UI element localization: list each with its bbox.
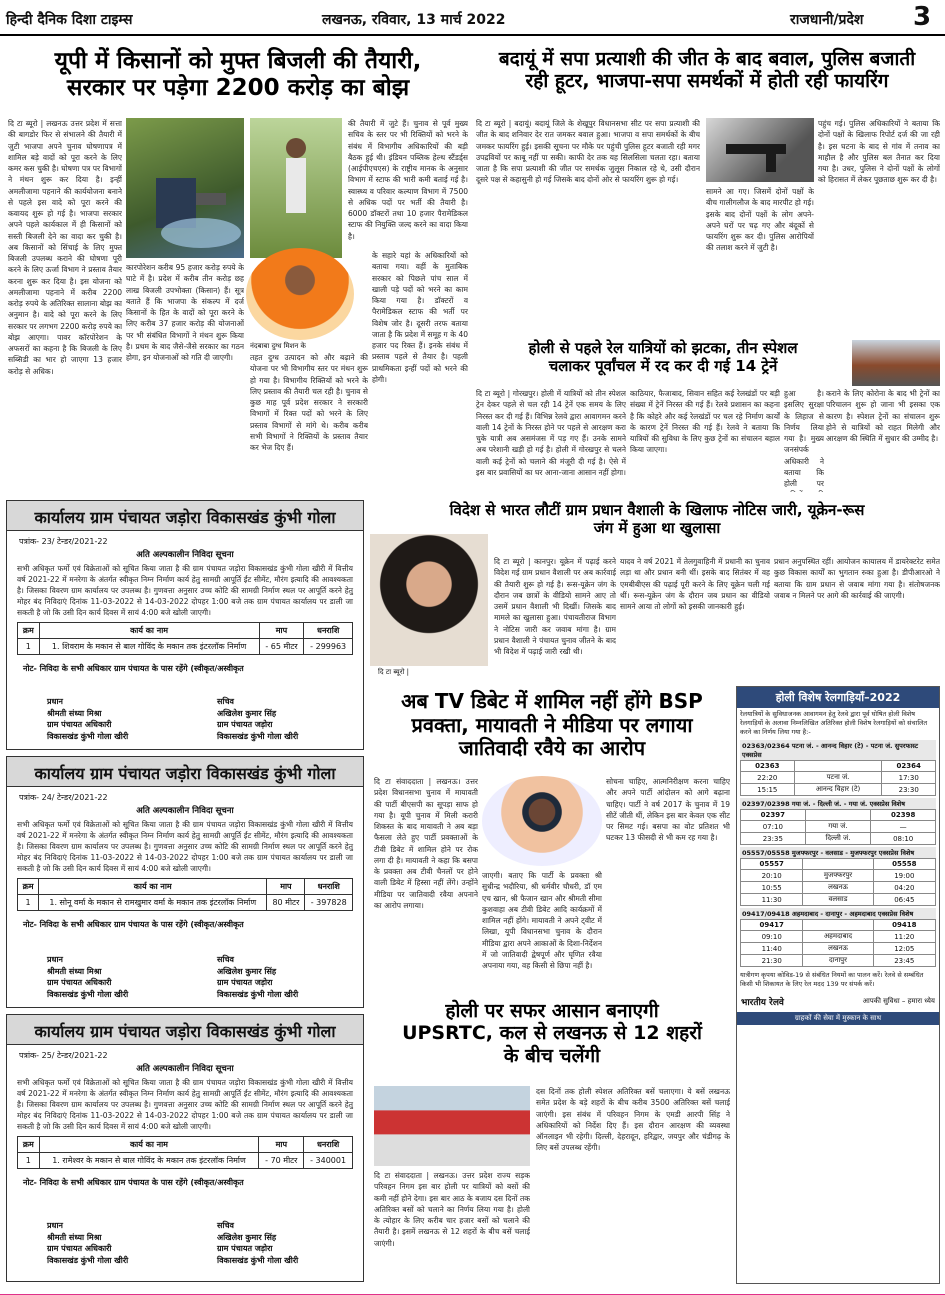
rail-header-row: [741, 761, 936, 772]
rail-ad-intro: रेलयात्रियों के सुविधाजनक आवागमन हेतु रेलवे द्वारा पूर्व घोषित होली विशेष रेलगाड़ियों के अलावा निम्नलिखित अतिरिक्त होली विशेष रेलगाड़ियों को संचालित करने का निर्णय लिया गया है:-: [740, 710, 928, 736]
rail-cell: दिल्ली जं.: [805, 833, 871, 845]
rail-row: [741, 784, 936, 796]
signature-left: [47, 1220, 128, 1266]
col-header: क्रम: [18, 1137, 40, 1153]
rail-header-cell: 02363: [741, 761, 795, 772]
rail-train-block: [740, 798, 936, 845]
story6-headline-line1: होली पर सफर आसान बनाएगी: [445, 1000, 659, 1022]
rail-train-name: 02397/02398 गया जं. - दिल्ली जं. - गया जं. एक्सप्रेस विशेष: [740, 798, 936, 809]
rail-cell: अहमदाबाद: [803, 931, 873, 943]
page-number: 3: [913, 2, 932, 32]
story5-headline: [374, 690, 730, 761]
story2-body-col3: सामने आ गए। जिसमें दोनों पक्षों के बीच गालीगलौज के बाद मारपीट हो गई। इसके बाद दोनों पक्षों के लोग अपने-अपने घरों पर चढ़ गए और बंदूकों से फायरिंग शुरू कर दी। पुलिस आरोपियों की तलाश करने में जुटी है।: [706, 187, 814, 253]
table-cell: 1. शिवराम के मकान से बाल गोविंद के मकान तक इंटरलॉक निर्माण: [39, 639, 259, 655]
sig-line: विकासखंड कुंभी गोला खीरी: [47, 989, 129, 999]
story4-body: दि टा ब्यूरो | कानपुर। यूक्रेन में पढ़ाई करने विदेश गई ग्राम प्रधान वैशाली पर अब कार्रवाई की तैयारी शुरू हो गई है। रूस-यूक्रेन जंग के दौरान जब छात्रों के वीडियो सामने आए तो उसमें प्रधान वैशाली भी दिखीं। जिसके बाद मामले का खुलासा हुआ। पंचायतीराज विभाग ने नोटिस जारी कर जवाब मांगा है। ग्राम प्रधान वैशाली ने पंचायत चुनाव जीतने के बाद भी विदेश में पढ़ाई जारी रखी थी।: [494, 557, 616, 656]
story3-body-col2: काठियार, फैजाबाद, सिवान सहित कई रेलखंडों पर बड़ी संख्या में ट्रेनें निरस्त की गई हैं। रेलवे प्रशासन का कहना है कि कोहरे और कई रेलखंडों पर चल रहे निर्माण कार्यों के कारण ट्रेनें निरस्त की गई हैं। रेलवे ने बताया कि यात्रियों की सुविधा के लिए कुछ ट्रेनों का संचालन बहाल किया जाएगा।: [630, 389, 780, 455]
rail-logo: भारतीय रेलवे: [741, 997, 784, 1008]
story5-body-col3: सोचना चाहिए, आत्मनिरीक्षण करना चाहिए और अपने पार्टी आंदोलन को आगे बढ़ाना चाहिए। पार्टी ने वर्ष 2017 के चुनाव में 19 सीटें जीती थीं, लेकिन इस बार केवल एक सीट पर सिमट गई। बसपा का वोट प्रतिशत भी घटकर 13 फीसदी से भी कम रह गया है।: [606, 777, 730, 843]
rail-header-cell: 05558: [873, 859, 935, 870]
dateline: लखनऊ, रविवार, 13 मार्च 2022: [322, 12, 506, 28]
rail-timetable: [740, 760, 936, 796]
col-header: माप: [267, 879, 305, 895]
paper-name: हिन्दी दैनिक दिशा टाइम्स: [6, 12, 133, 28]
railway-ad: [736, 686, 940, 1284]
col-header: धनराशि: [305, 879, 353, 895]
notice-subtitle: अति अल्पकालीन निविदा सूचना: [136, 550, 234, 560]
sig-line: सचिव: [217, 955, 235, 964]
table-cell: 1: [18, 1153, 40, 1169]
story4-body-col3: प्रधान अनुपस्थित रहीं। आयोजन कायालय में डायरेक्टरेट समेत कुछ विकास कार्यों का भुगतान रुका हुआ है। डीपीआरओ ने बताया कि ग्राम प्रधान से जवाब मांगा गया है। संतोषजनक जवाब न मिलने पर आगे की कार्रवाई की जाएगी।: [774, 557, 940, 600]
table-cell: - 299963: [304, 639, 353, 655]
story5-headline-line3: जातिवादी रवैये का आरोप: [458, 736, 646, 761]
col-header: माप: [259, 623, 304, 639]
rail-header-cell: [803, 859, 873, 870]
sig-line: ग्राम पंचायत जड़ोरा: [217, 978, 273, 988]
table-cell: 1. सोनू वर्मा के मकान से रामखुमार वर्मा के मकान तक इंटरलॉक निर्माण: [39, 895, 267, 911]
rail-header-row: [741, 920, 936, 931]
rail-header-cell: 02397: [741, 810, 806, 821]
rail-cell: लखनऊ: [803, 943, 873, 955]
story2-body: दि टा ब्यूरो | बदायूं। बदायूं जिले के शेखूपुर विधानसभा सीट पर सपा प्रत्याशी की जीत के बाद शनिवार देर रात जमकर बवाल हुआ। भाजपा व सपा समर्थकों के बीच जमकर फायरिंग हुई। इसकी सूचना पर मौके पर पहुंची पुलिस हूटर बजाती रही मगर उपद्रवियों पर काबू नहीं पा सकी। काफी देर तक यह सिलसिला चलता रहा। बताया जाता है कि सपा प्रत्याशी की जीत पर समर्थक जुलूस निकाल रहे थे, उसी दौरान दूसरे पक्ष से कहासुनी हो गई जिसके बाद दोनों ओर से फायरिंग शुरू हो गई।: [476, 119, 700, 185]
notice-table: [17, 622, 353, 655]
signature-left: [47, 696, 128, 742]
signature-right: [217, 954, 298, 1000]
story6-body: दि टा संवाददाता | लखनऊ। उत्तर प्रदेश राज्य सड़क परिवहन निगम इस बार होली पर यात्रियों को बसों की कमी नहीं होने देगा। इस बार आठ के बजाय दस दिनों तक अतिरिक्त बसों को चलाने का निर्णय लिया गया है। होली के त्योहार के लिए करीब चार हजार बसों को चलाने की तैयारी है। इसमें लखनऊ से 12 शहरों के बीच बसें चलाई जाएंगी।: [374, 1171, 530, 1248]
story1-body-col3: की तैयारी में जुटे हैं। चुनाव से पूर्व मुख्य सचिव के स्तर पर भी रिक्तियों को भरने के संबंध में विभागीय अधिकारियों की बड़ी बैठक हुई थी। इंडियन पब्लिक हेल्थ स्टैंडर्ड्स (आईपीएचएस) के राष्ट्रीय मानक के अनुसार विभाग में स्टाफ की भारी कमी बताई गई है। स्वास्थ्य व परिवार कल्याण विभाग में 7500 से अधिक पदों पर भर्ती की तैयारी है। 6000 डॉक्टरों तथा 10 हजार पैरामेडिकल स्टाफ की नियुक्ति जल्द करने का वादा किया है।: [348, 119, 468, 241]
notice-body: सभी अधिकृत फर्मो एवं विक्रेताओं को सूचित किया जाता है की ग्राम पंचायत जड़ोरा विकासखंड कुंभी गोला खीरी में वित्तीय वर्ष 2021-22 में मनरेगा के अंतर्गत स्वीकृत निम्न निर्माण कार्य हेतु सामग्री आपूर्ति ईंट सीमेंट, मौरंग इत्यादि की आवश्यकता है। जिसका विवरण ग्राम कार्यालय पर उपलब्ध है। गुणवत्ता अनुसार उच्च कोटि की सामग्री निर्माण स्थल पर आपूर्ति करने हेतु मोहर बंद निविदाएं दिनांक 11-03-2022 से 14-03-2022 दोपहर 1:00 बजे तक ग्राम पंचायत कार्यालय पर डाली जा सकती है जो कि उसी दिन कार्य दिवस में सायं 4:00 बजे खोली जाएगी।: [17, 820, 353, 873]
notice-title: कार्यालय ग्राम पंचायत जड़ोरा विकासखंड कुंभी गोला: [7, 1015, 363, 1045]
table-row: [18, 895, 353, 911]
story4-headline: [374, 502, 940, 537]
rail-cell: पटना जं.: [794, 772, 882, 784]
table-cell: - 340001: [304, 1153, 353, 1169]
rail-cell: 11:30: [741, 894, 803, 906]
table-cell: - 397828: [305, 895, 353, 911]
rail-cell: 08:10: [871, 833, 936, 845]
table-cell: 1: [18, 639, 40, 655]
table-row: [18, 639, 353, 655]
story3-headline-line1: होली से पहले रेल यात्रियों को झटका, तीन स्पेशल: [528, 339, 798, 357]
rail-ad-branding: [737, 991, 939, 1008]
tender-notice-1: [6, 500, 364, 750]
rail-cell: 07:10: [741, 821, 806, 833]
rail-row: [741, 772, 936, 784]
table-cell: 1. रामेश्वर के मकान से बाल गोविंद के मकान तक इंटरलॉक निर्माण: [39, 1153, 259, 1169]
rail-timetable: [740, 858, 936, 906]
rail-row: [741, 870, 936, 882]
story1-body-col3b: तहत दुग्ध उत्पादन को और बढ़ाने की योजना पर भी विभागीय स्तर पर मंथन शुरू हो गया है। विभागीय रिक्तियों को भरने के लिए प्रस्ताव की तैयारी चल रही है। चुनाव से कुछ माह पूर्व प्रदेश सरकार ने सरकारी विभागों में रिक्त पदों को भरने के लिए प्रस्ताव विभागों से मांगे थे। करीब करीब सभी विभागों ने रिक्तियों के प्रस्ताव तैयार कर भेज दिए हैं।: [250, 353, 368, 452]
water-pump-illustration: [126, 118, 244, 258]
sig-line: विकासखंड कुंभी गोला खीरी: [47, 1255, 129, 1265]
notice-patrank: पत्रांक- 23/ टेन्डर/2021-22: [19, 537, 108, 546]
rail-header-cell: 02398: [871, 810, 936, 821]
rail-cell: 23:45: [873, 955, 935, 967]
notice-table: [17, 1136, 353, 1169]
rail-cell: 12:05: [873, 943, 935, 955]
rail-row: [741, 943, 936, 955]
rail-cell: 23:35: [741, 833, 806, 845]
rail-row: [741, 894, 936, 906]
rail-cell: 17:30: [882, 772, 936, 784]
rail-header-row: [741, 859, 936, 870]
story4-photo-caption: दि टा ब्यूरो |: [378, 668, 409, 676]
story2-headline-line2: रही हूटर, भाजपा-सपा समर्थकों में होती रही फायरिंग: [525, 70, 889, 93]
story5-body-col2: जाएगी। बताए कि पार्टी के प्रवक्ता श्री सुधीन्द्र भदौरिया, श्री धर्मवीर चौधरी, डॉ एम एच खान, श्री फैजान खान और श्रीमती सीमा कुशवाहा अब टीवी डिबेट आदि कार्यक्रमों में शामिल नहीं होंगे। मायावती ने अपने ट्वीट में लिखा, यूपी विधानसभा चुनाव के दौरान मीडिया द्वारा अपने आकाओं के दिशा-निर्देशन में जो जातिवादी द्वेषपूर्ण और घृणित रवैया अपनाया गया, वह किसी से छिपा नहीं है।: [482, 871, 602, 970]
tender-notice-2: [6, 756, 364, 1008]
notice-table: [17, 878, 353, 911]
rail-timetable: [740, 919, 936, 967]
sig-line: ग्राम पंचायत जड़ोरा: [217, 720, 273, 730]
rail-train-name: 05557/05558 मुजफ्फरपुर - वलसाड - मुजफ्फरपुर एक्सप्रेस विशेष: [740, 847, 936, 858]
rail-cell: 20:10: [741, 870, 803, 882]
rail-ad-footer: यात्रीगण कृपया कोविड-19 से संबंधित नियमों का पालन करें। रेलवे से सम्बंधित किसी भी शिकायत के लिए रेल मदद 139 पर संपर्क करें।: [740, 971, 924, 989]
table-row: [18, 1153, 353, 1169]
masthead: [0, 0, 945, 36]
rail-cell: वलसाड: [803, 894, 873, 906]
story5-body: दि टा संवाददाता | लखनऊ। उत्तर प्रदेश विधानसभा चुनाव में मायावती की पार्टी बीएसपी का सूपड़ा साफ हो गया है। यूपी चुनाव में मिली करारी शिकस्त के बाद मायावती ने अब बड़ा फैसला लेते हुए पार्टी प्रवक्ताओं के टीवी डिबेट में शामिल होने पर रोक लगा दी है। मायावती ने कहा कि बसपा के प्रवक्ता अब टीवी चैनलों पर होने वाली डिबेट में हिस्सा नहीं लेंगे। उन्होंने मीडिया पर जातिवादी रवैया अपनाने का आरोप लगाया।: [374, 777, 478, 910]
rail-train-block: [740, 908, 936, 967]
table-cell: - 70 मीटर: [259, 1153, 304, 1169]
story5-headline-line1: अब TV डिबेट में शामिल नहीं होंगे BSP: [401, 689, 703, 713]
rail-header-cell: [805, 810, 871, 821]
rail-header-cell: [794, 761, 882, 772]
notice-note: नोट- निविदा के सभी अधिकार ग्राम पंचायत के पास रहेंगे (स्वीकृत/अस्वीकृत: [23, 920, 244, 930]
rail-train-name: 02363/02364 पटना जं. - आनन्द विहार (टे) - पटना जं. सुपरफास्ट एक्सप्रेस: [740, 740, 936, 760]
notice-patrank: पत्रांक- 25/ टेन्डर/2021-22: [19, 1051, 108, 1060]
story6-body-col2: दस दिनों तक होली स्पेशल अतिरिक्त बसें चलाएगा। ये बसें लखनऊ समेत प्रदेश के बड़े शहरों के बीच करीब 3500 अतिरिक्त बसें चलाई जाएंगी। इस संबंध में परिवहन निगम के एमडी आरपी सिंह ने अधिकारियों को निर्देश दिए हैं। इस दौरान आरक्षण की व्यवस्था ऑनलाइन भी रहेगी। दिल्ली, देहरादून, हरिद्वार, जयपुर और चंडीगढ़ के लिए बसें उपलब्ध रहेंगी।: [536, 1087, 730, 1153]
story6-headline: [374, 1000, 730, 1067]
rail-cell: 22:20: [741, 772, 795, 784]
col-header: धनराशि: [304, 623, 353, 639]
rail-cell: 15:15: [741, 784, 795, 796]
story4-headline-line1: विदेश से भारत लौटीं ग्राम प्रधान वैशाली के खिलाफ नोटिस जारी, यूक्रेन-रूस: [449, 501, 865, 519]
rail-train-name: 09417/09418 अहमदाबाद - दानापुर - अहमदाबाद एक्सप्रेस विशेष: [740, 908, 936, 919]
story3-body-col4: कराने के लिए कोरोना के बाद भी ट्रेनों का परिचालन शुरू हो जाना भी इसका एक कारण है। स्पेशल ट्रेनों का संचालन शुरू होने से यात्रियों को राहत मिलेगी और आरक्षण की स्थिति में सुधार की उम्मीद है।: [826, 389, 940, 443]
sig-line: श्रीमती संध्या मिश्रा: [47, 1232, 102, 1242]
rail-cell: 21:30: [741, 955, 803, 967]
story4-photo-vaishali: [370, 534, 488, 666]
notice-body: सभी अधिकृत फर्मो एवं विक्रेताओं को सूचित किया जाता है की ग्राम पंचायत जड़ोरा विकासखंड कुंभी गोला खीरी में वित्तीय वर्ष 2021-22 में मनरेगा के अंतर्गत स्वीकृत निम्न निर्माण कार्य हेतु सामग्री आपूर्ति ईंट सीमेंट, मौरंग इत्यादि की आवश्यकता है। जिसका विवरण ग्राम कार्यालय पर उपलब्ध है। गुणवत्ता अनुसार उच्च कोटि की सामग्री निर्माण स्थल पर आपूर्ति करने हेतु मोहर बंद निविदाएं दिनांक 11-03-2022 से 14-03-2022 दोपहर 1:00 बजे तक ग्राम पंचायत कार्यालय पर डाली जा सकती है जो कि उसी दिन कार्य दिवस में सायं 4:00 बजे खोली जाएगी।: [17, 1078, 353, 1131]
story6-headline-line3: के बीच चलेंगी: [503, 1044, 601, 1067]
rail-row: [741, 931, 936, 943]
story2-headline: [476, 48, 938, 93]
section-name: राजधानी/प्रदेश: [790, 12, 864, 28]
rail-cell: गया जं.: [805, 821, 871, 833]
story4-body-col2: यादव ने वर्ष 2021 में तेलगुवाहिनी में प्रधानी का चुनाव लड़ा था और प्रधान बनी थीं। इसके बाद सितंबर में वह एमबीबीएस की पढ़ाई पूरी करने के लिए यूक्रेन चली गई थीं। रूस-यूक्रेन जंग के दौरान जब प्रधान का वीडियो सामने आया तो लोगों को इसकी जानकारी हुई।: [620, 557, 770, 611]
sig-line: प्रधान: [47, 1221, 63, 1230]
col-header: क्रम: [18, 623, 40, 639]
sig-line: प्रधान: [47, 697, 63, 706]
rail-row: [741, 882, 936, 894]
table-cell: - 65 मीटर: [259, 639, 304, 655]
rail-header-cell: 09417: [741, 920, 803, 931]
story5-photo-mayawati: [482, 776, 602, 866]
rail-trains: [737, 740, 939, 967]
rail-cell: आनन्द विहार (टे): [794, 784, 882, 796]
story1-headline: [8, 48, 468, 102]
story2-body-col4: पहुंच गई। पुलिस अधिकारियों ने बताया कि दोनों पक्षों के खिलाफ रिपोर्ट दर्ज की जा रही है। इस घटना के बाद से गांव में तनाव का माहौल है और पुलिस बल तैनात कर दिया गया है। उधर, पुलिस ने दोनों पक्षों के लोगों को हिरासत में लेकर पूछताछ शुरू कर दी है।: [818, 119, 940, 185]
col-header: कार्य का नाम: [39, 623, 259, 639]
rail-cell: 19:00: [873, 870, 935, 882]
rail-cell: 10:55: [741, 882, 803, 894]
story5-headline-line2: प्रवक्ता, मायावती ने मीडिया पर लगाया: [411, 712, 693, 737]
sig-line: ग्राम पंचायत जड़ोरा: [217, 1244, 273, 1254]
rail-train-block: [740, 847, 936, 906]
story6-photo-bus: [374, 1086, 530, 1166]
sig-line: विकासखंड कुंभी गोला खीरी: [47, 731, 129, 741]
signature-right: [217, 696, 298, 742]
rail-slogan: आपकी सुविधा – हमारा ध्येय: [862, 996, 935, 1005]
story2-headline-line1: बदायूं में सपा प्रत्याशी की जीत के बाद बवाल, पुलिस बजाती: [498, 48, 916, 70]
rail-cell: 23:30: [882, 784, 936, 796]
rail-header-row: [741, 810, 936, 821]
rail-cell: मुजफ्फरपुर: [803, 870, 873, 882]
rail-train-block: [740, 740, 936, 796]
notice-note: नोट- निविदा के सभी अधिकार ग्राम पंचायत के पास रहेंगे (स्वीकृत/अस्वीकृत: [23, 1178, 244, 1188]
rail-timetable: [740, 809, 936, 845]
rail-cell: 11:20: [873, 931, 935, 943]
table-cell: 80 मीटर: [267, 895, 305, 911]
notice-title: कार्यालय ग्राम पंचायत जड़ोरा विकासखंड कुंभी गोला: [7, 501, 363, 531]
story1-body-col2: कारपोरेशन करीब 95 हजार करोड़ रुपये के घाटे में है। प्रदेश में करीब तीन करोड़ छह लाख बिजली उपभोक्ता (किसान) हैं। सूत्र बताते हैं कि भाजपा के संकल्प में दर्ज किसानों के हित के वादों को पूरा करने के लिए करीब 37 हजार करोड़ की योजनाओं पर भी संबंधित विभागों ने मंथन शुरू किया है। प्रथम के बाद जैसे-जैसे सरकार का गठन होगा, इन योजनाओं को गति दी जाएगी।: [126, 263, 244, 362]
story4-headline-line2: जंग में हुआ था खुलासा: [593, 518, 721, 537]
sig-line: सचिव: [217, 1221, 235, 1230]
sig-line: श्रीमती संध्या मिश्रा: [47, 966, 102, 976]
col-header: कार्य का नाम: [39, 1137, 259, 1153]
rail-cell: लखनऊ: [803, 882, 873, 894]
story1-photo-pump: [126, 118, 244, 258]
rail-cell: 11:40: [741, 943, 803, 955]
story1-photo-caption: नंदबाबा दुग्ध मिशन के: [250, 342, 306, 350]
story1-body: दि टा ब्यूरो | लखनऊ उत्तर प्रदेश में सत्ता की बागडोर फिर से संभालने की तैयारी में जुटी भाजपा अपने चुनाव घोषणापत्र में शामिल बड़े वादों को पूरा करने के लिए कमर कस चुकी है। घोषणा पत्र पर विभागों ने मंथन शुरू कर दिया है। इन्हीं अमलीजामा पहनाने की कार्ययोजना बनाने से पहले इस वादे को पूरा करने की कवायद शुरू हो गई है। भाजपा सरकार अपने पहले कार्यकाल में ही किसानों को सस्ती बिजली देने का वादा कर चुकी है। अब किसानों को सिंचाई के लिए मुफ्त बिजली उपलब्ध कराने की घोषणा पूरी करने के लिए ऊर्जा विभाग ने प्रस्ताव तैयार करना शुरू कर दिया है। इस योजना को अमलीजामा पहनाने में करीब 2200 करोड़ रुपये के अतिरिक्त सालाना बोझ का अनुमान है। वादे को पूरा करने के लिए सरकार पर लगभग 2200 करोड़ रुपये का बोझ आएगा। पावर कॉरपोरेशन के अफसरों का कहना है कि बिजली के लिए सब्सिडी का भार हो जाएगा 13 हजार करोड़ से अधिक।: [8, 119, 122, 376]
table-cell: 1: [18, 895, 39, 911]
rail-ad-title: होली विशेष रेलगाड़ियाँ–2022: [737, 687, 939, 708]
gun-illustration: [706, 118, 814, 182]
sig-line: ग्राम पंचायत अधिकारी: [47, 978, 112, 988]
story1-headline-line1: यूपी में किसानों को मुफ्त बिजली की तैयारी,: [54, 48, 422, 74]
story1-photo-farmer: [250, 118, 342, 258]
rail-tagline: ग्राहकों की सेवा में मुस्कान के साथ: [737, 1012, 939, 1025]
col-header: क्रम: [18, 879, 39, 895]
sig-line: सचिव: [217, 697, 235, 706]
tender-notice-3: [6, 1014, 364, 1282]
story3-headline-line2: चलाकर पूर्वांचल में रद कर दी गई 14 ट्रेनें: [548, 356, 778, 375]
sig-line: विकासखंड कुंभी गोला खीरी: [217, 989, 299, 999]
farmer-illustration: [250, 118, 342, 258]
rail-cell: —: [871, 821, 936, 833]
rail-row: [741, 955, 936, 967]
sig-line: अखिलेश कुमार सिंह: [217, 966, 277, 976]
rail-header-cell: 02364: [882, 761, 936, 772]
sig-line: श्रीमती संध्या मिश्रा: [47, 708, 102, 718]
col-header: माप: [259, 1137, 304, 1153]
notice-body: सभी अधिकृत फर्मो एवं विक्रेताओं को सूचित किया जाता है की ग्राम पंचायत जड़ोरा विकासखंड कुंभी गोला खीरी में वित्तीय वर्ष 2021-22 में मनरेगा के अंतर्गत स्वीकृत निम्न निर्माण कार्य हेतु सामग्री आपूर्ति ईंट सीमेंट, मौरंग इत्यादि की आवश्यकता है। जिसका विवरण ग्राम कार्यालय पर उपलब्ध है। गुणवत्ता अनुसार उच्च कोटि की सामग्री निर्माण स्थल पर आपूर्ति करने हेतु मोहर बंद निविदाएं दिनांक 11-03-2022 से 14-03-2022 दोपहर 1:00 बजे तक ग्राम पंचायत कार्यालय पर डाली जा सकती है जो कि उसी दिन कार्य दिवस में सायं 4:00 बजे खोली जाएगी।: [17, 564, 353, 617]
story3-body-col3: हुआ है। इसलिए सुरक्षा के लिहाज से निर्णय लिया गया है। मुख्य जनसंपर्क अधिकारी ने बताया कि होली पर: [784, 389, 824, 488]
sig-line: ग्राम पंचायत अधिकारी: [47, 720, 112, 730]
rail-cell: दानापुर: [803, 955, 873, 967]
story3-body: दि टा ब्यूरो | गोरखपुर। होली में यात्रियों को तीन स्पेशल ट्रेन देकर पहले से चल रही 14 ट्रेनें एक समय के लिए निरस्त कर दी गई हैं। विभिन्न रेलवे द्वारा आवागमन करने वाली 14 ट्रेनों के निरस्त होने पर पहले से आरक्षण करा चुके यात्री अब असमंजस में पड़ गए हैं। उनके सामने अब परेशानी खड़ी हो गई है। होली में गोरखपुर से चलने वाली कई ट्रेनों को चलाने की मंजूरी दी गई है। ऐसे में इस बार प्रवासियों का घर आना-जाना आसान नहीं होगा।: [476, 389, 626, 477]
sig-line: विकासखंड कुंभी गोला खीरी: [217, 1255, 299, 1265]
rail-cell: 06:45: [873, 894, 935, 906]
rail-header-cell: 09418: [873, 920, 935, 931]
sig-line: विकासखंड कुंभी गोला खीरी: [217, 731, 299, 741]
rail-cell: 09:10: [741, 931, 803, 943]
story6-headline-line2: UPSRTC, कल से लखनऊ से 12 शहरों: [402, 1022, 702, 1045]
col-header: धनराशि: [304, 1137, 353, 1153]
notice-subtitle: अति अल्पकालीन निविदा सूचना: [136, 1064, 234, 1074]
story1-body-col4: के सहारे यहां के अधिकारियों को बताया गया। वहीं के मुताबिक सरकार को पिछले पांच साल में खाली पड़े पदों को भरने का काम किया गया है। डॉक्टरों व पैरामेडिकल स्टाफ की भर्ती पर विशेष जोर है। दूसरी तरफ बताया जाता है कि प्रदेश में समूह ग के 40 हजार पद रिक्त हैं। इनके संबंध में प्रस्ताव पहले से तैयार है। पहली प्राथमिकता इन्हीं पदों को भरने की होगी।: [372, 251, 468, 384]
sig-line: ग्राम पंचायत अधिकारी: [47, 1244, 112, 1254]
story1-photo-cm: [246, 248, 354, 340]
rail-header-cell: [803, 920, 873, 931]
notice-title: कार्यालय ग्राम पंचायत जड़ोरा विकासखंड कुंभी गोला: [7, 757, 363, 787]
col-header: कार्य का नाम: [39, 879, 267, 895]
notice-subtitle: अति अल्पकालीन निविदा सूचना: [136, 806, 234, 816]
signature-left: [47, 954, 128, 1000]
rail-row: [741, 821, 936, 833]
story2-photo-gun: [706, 118, 814, 182]
story3-photo-train: [852, 340, 940, 386]
signature-right: [217, 1220, 298, 1266]
notice-patrank: पत्रांक- 24/ टेन्डर/2021-22: [19, 793, 108, 802]
rail-cell: 04:20: [873, 882, 935, 894]
sig-line: प्रधान: [47, 955, 63, 964]
rail-header-cell: 05557: [741, 859, 803, 870]
footer-color-strip: [0, 1287, 945, 1295]
sig-line: अखिलेश कुमार सिंह: [217, 1232, 277, 1242]
sig-line: अखिलेश कुमार सिंह: [217, 708, 277, 718]
story1-headline-line2: सरकार पर पड़ेगा 2200 करोड़ का बोझ: [66, 75, 410, 102]
notice-note: नोट- निविदा के सभी अधिकार ग्राम पंचायत के पास रहेंगे (स्वीकृत/अस्वीकृत: [23, 664, 244, 674]
rail-row: [741, 833, 936, 845]
story3-headline: [476, 340, 850, 375]
